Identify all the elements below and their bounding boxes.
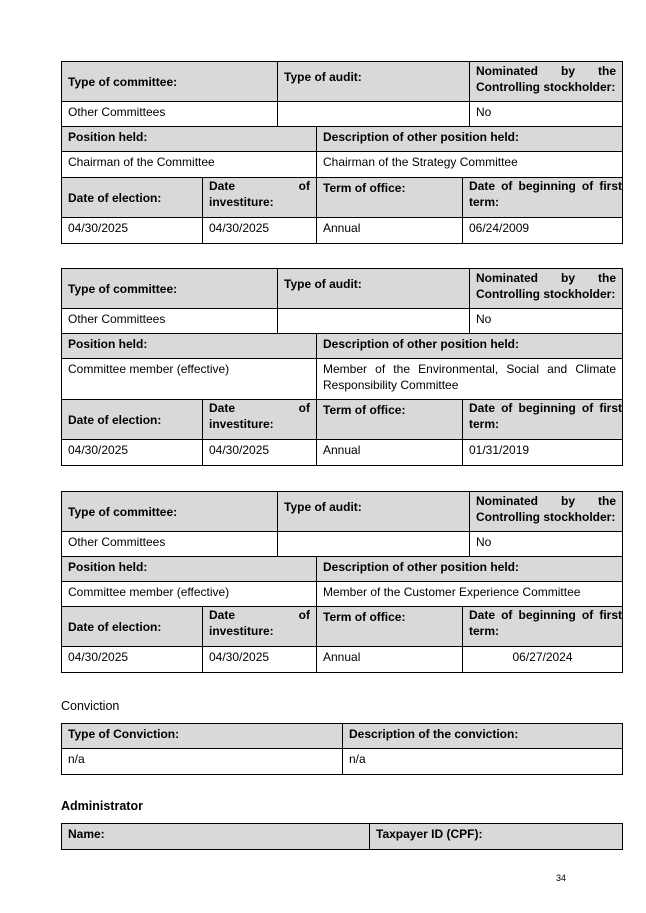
conviction-table (61, 723, 623, 775)
date-of-investiture-line1: Date of (209, 401, 310, 415)
term-of-office-label: Term of office: (316, 178, 462, 217)
type-of-conviction-label: Type of Conviction: (62, 724, 342, 748)
position-header-row (61, 334, 623, 359)
committee-value-row (61, 102, 623, 127)
date-of-election-label: Date of election: (62, 178, 202, 217)
term-of-office-value: Annual (316, 647, 462, 672)
type-of-committee-label: Type of committee: (62, 492, 277, 531)
date-of-investiture-line1: Date of (209, 608, 310, 622)
position-held-value: Chairman of the Committee (68, 155, 215, 169)
dates-header-row (61, 400, 623, 440)
conviction-section-title: Conviction (61, 699, 120, 713)
date-of-election-value: 04/30/2025 (68, 221, 129, 235)
position-value-row (61, 359, 623, 400)
date-of-election-value: 04/30/2025 (68, 443, 129, 457)
nominated-label (469, 492, 622, 531)
description-line1: Chairman of the Strategy Committee (323, 155, 518, 169)
description-line2: Responsibility Committee (323, 378, 459, 392)
committee-table-2 (61, 268, 623, 466)
date-of-election-label: Date of election: (62, 400, 202, 439)
position-value-row (61, 152, 623, 178)
nominated-label-line2: Controlling stockholder: (476, 80, 616, 94)
position-held-label: Position held: (62, 557, 316, 581)
nominated-label-line1: Nominated by the (476, 64, 616, 78)
date-of-investiture-line1: Date of (209, 179, 310, 193)
type-of-committee-value: Other Committees (68, 535, 166, 549)
term-of-office-label: Term of office: (316, 607, 462, 646)
taxpayer-id-label: Taxpayer ID (CPF): (369, 824, 622, 849)
description-other-position-label: Description of other position held: (316, 127, 622, 151)
position-header-row (61, 557, 623, 582)
type-of-audit-label: Type of audit: (277, 269, 469, 308)
term-of-office-value: Annual (316, 218, 462, 243)
date-of-investiture-value: 04/30/2025 (202, 218, 316, 243)
date-of-investiture-line2: investiture: (209, 417, 274, 431)
type-of-audit-value (277, 309, 469, 333)
date-of-investiture-line2: investiture: (209, 624, 274, 638)
nominated-value: No (469, 102, 622, 126)
conviction-value-row (61, 749, 623, 775)
administrator-header-row (61, 823, 623, 850)
dates-header-row (61, 607, 623, 647)
nominated-label-line2: Controlling stockholder: (476, 287, 616, 301)
date-beginning-value: 06/24/2009 (462, 218, 622, 243)
name-label: Name: (62, 824, 369, 849)
date-of-investiture-label (202, 178, 316, 217)
date-beginning-value: 01/31/2019 (462, 440, 622, 465)
position-header-row (61, 127, 623, 152)
description-line1: Member of the Environmental, Social and Climate (323, 362, 616, 376)
date-of-investiture-label (202, 400, 316, 439)
date-of-election-label: Date of election: (62, 607, 202, 646)
description-line1: Member of the Customer Experience Committee (323, 585, 581, 599)
nominated-label-line1: Nominated by the (476, 494, 616, 508)
type-of-audit-label: Type of audit: (277, 62, 469, 101)
nominated-label-line1: Nominated by the (476, 271, 616, 285)
nominated-value: No (469, 532, 622, 556)
dates-value-row (61, 647, 623, 673)
committee-table-3 (61, 491, 623, 673)
date-beginning-first-term-label (462, 400, 622, 439)
committee-header-row (61, 491, 623, 532)
position-value-row (61, 582, 623, 607)
committee-header-row (61, 268, 623, 309)
position-held-value: Committee member (effective) (68, 362, 230, 376)
committee-header-row (61, 61, 623, 102)
term-of-office-value: Annual (316, 440, 462, 465)
date-of-investiture-value: 04/30/2025 (202, 647, 316, 672)
type-of-committee-value: Other Committees (68, 312, 166, 326)
date-beginning-line1: Date of beginning of first (469, 401, 622, 415)
page-number: 34 (556, 873, 567, 883)
conviction-header-row (61, 723, 623, 749)
type-of-audit-value (277, 102, 469, 126)
description-of-conviction-label: Description of the conviction: (342, 724, 622, 748)
description-other-position-label: Description of other position held: (316, 334, 622, 358)
position-held-value: Committee member (effective) (68, 585, 230, 599)
date-beginning-line1: Date of beginning of first (469, 608, 622, 622)
description-other-position-value (316, 359, 622, 399)
type-of-conviction-value: n/a (68, 752, 85, 766)
dates-header-row (61, 178, 623, 218)
committee-value-row (61, 532, 623, 557)
nominated-label-line2: Controlling stockholder: (476, 510, 616, 524)
date-beginning-first-term-label (462, 607, 622, 646)
date-beginning-line2: term: (469, 195, 500, 209)
description-other-position-value (316, 582, 622, 606)
type-of-committee-label: Type of committee: (62, 269, 277, 308)
position-held-label: Position held: (62, 334, 316, 358)
dates-value-row (61, 440, 623, 466)
description-other-position-value (316, 152, 622, 177)
description-other-position-label: Description of other position held: (316, 557, 622, 581)
committee-table-1 (61, 61, 623, 244)
date-of-investiture-line2: investiture: (209, 195, 274, 209)
committee-value-row (61, 309, 623, 334)
administrator-table (61, 823, 623, 850)
date-of-election-value: 04/30/2025 (68, 650, 129, 664)
term-of-office-label: Term of office: (316, 400, 462, 439)
type-of-committee-value: Other Committees (68, 105, 166, 119)
type-of-committee-label: Type of committee: (62, 62, 277, 101)
nominated-label (469, 62, 622, 101)
date-beginning-line2: term: (469, 624, 500, 638)
date-beginning-first-term-label (462, 178, 622, 217)
date-beginning-line1: Date of beginning of first (469, 179, 622, 193)
type-of-audit-label: Type of audit: (277, 492, 469, 531)
date-beginning-value: 06/27/2024 (462, 647, 622, 672)
nominated-value: No (469, 309, 622, 333)
administrator-section-title: Administrator (61, 799, 143, 813)
type-of-audit-value (277, 532, 469, 556)
date-of-investiture-value: 04/30/2025 (202, 440, 316, 465)
position-held-label: Position held: (62, 127, 316, 151)
date-of-investiture-label (202, 607, 316, 646)
dates-value-row (61, 218, 623, 244)
nominated-label (469, 269, 622, 308)
description-of-conviction-value: n/a (342, 749, 622, 774)
date-beginning-line2: term: (469, 417, 500, 431)
